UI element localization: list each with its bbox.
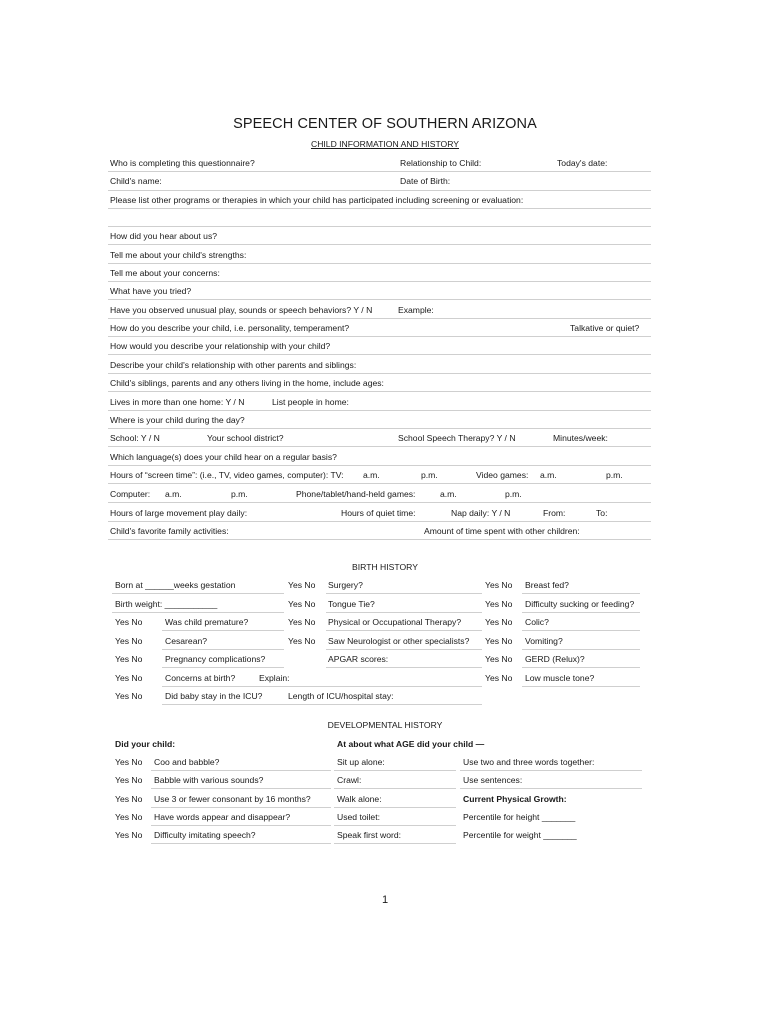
field-line[interactable]	[522, 667, 640, 668]
time-other-children-label: Amount of time spent with other children:	[424, 526, 580, 536]
two-three-words-label: Use two and three words together:	[463, 757, 595, 767]
length-icu-label: Length of ICU/hospital stay:	[288, 691, 394, 701]
relationship-parents-label: Describe your child's relationship with other parents and siblings:	[110, 360, 357, 370]
muscle-tone-yes-no[interactable]: Yes No	[485, 673, 513, 683]
school-district-label: Your school district?	[207, 433, 284, 443]
apgar-label: APGAR scores:	[328, 654, 389, 664]
field-line[interactable]	[108, 171, 651, 172]
explain-label: Explain:	[259, 673, 290, 683]
field-line[interactable]	[522, 593, 640, 594]
example-label: Example:	[398, 305, 434, 315]
premature-yes-no[interactable]: Yes No	[115, 617, 143, 627]
what-age-heading: At about what AGE did your child —	[337, 739, 485, 749]
coo-yes-no[interactable]: Yes No	[115, 757, 143, 767]
breast-fed-yes-no[interactable]: Yes No	[485, 580, 513, 590]
therapy-label: Physical or Occupational Therapy?	[328, 617, 462, 627]
tried-label: What have you tried?	[110, 286, 192, 296]
field-line[interactable]	[108, 410, 651, 411]
field-line[interactable]	[334, 843, 456, 844]
sucking-label: Difficulty sucking or feeding?	[525, 599, 635, 609]
height-percentile-label: Percentile for height _______	[463, 812, 576, 822]
field-line[interactable]	[151, 770, 331, 771]
computer-label: Computer:	[110, 489, 151, 499]
icu-yes-no[interactable]: Yes No	[115, 691, 143, 701]
field-line[interactable]	[108, 281, 651, 282]
neurologist-yes-no[interactable]: Yes No	[288, 636, 316, 646]
field-line[interactable]	[108, 354, 651, 355]
vomiting-label: Vomiting?	[525, 636, 563, 646]
quiet-time-label: Hours of quiet time:	[341, 508, 416, 518]
concerns-label: Tell me about your concerns:	[110, 268, 220, 278]
icu-label: Did baby stay in the ICU?	[165, 691, 263, 701]
therapy-yes-no[interactable]: Yes No	[288, 617, 316, 627]
childs-name-label: Child's name:	[110, 176, 162, 186]
coo-label: Coo and babble?	[154, 757, 220, 767]
field-line[interactable]	[326, 612, 482, 613]
field-line[interactable]	[151, 807, 331, 808]
favorite-activities-label: Child's favorite family activities:	[110, 526, 229, 536]
field-line[interactable]	[162, 686, 482, 687]
vomiting-yes-no[interactable]: Yes No	[485, 636, 513, 646]
field-line[interactable]	[108, 208, 651, 209]
video-games-label: Video games:	[476, 470, 529, 480]
video-am-label: a.m.	[540, 470, 557, 480]
field-line[interactable]	[108, 521, 651, 522]
dob-label: Date of Birth:	[400, 176, 451, 186]
first-word-label: Speak first word:	[337, 830, 401, 840]
field-line[interactable]	[334, 770, 456, 771]
field-line[interactable]	[334, 807, 456, 808]
did-child-heading: Did your child:	[115, 739, 176, 749]
field-line[interactable]	[162, 649, 284, 650]
section-title-developmental-history: DEVELOPMENTAL HISTORY	[327, 720, 443, 730]
page-number: 1	[381, 894, 389, 906]
describe-child-label: How do you describe your child, i.e. personality, temperament?	[110, 323, 350, 333]
consonant-yes-no[interactable]: Yes No	[115, 794, 143, 804]
nap-to-label: To:	[596, 508, 608, 518]
used-toilet-label: Used toilet:	[337, 812, 380, 822]
birth-weight-label: Birth weight: ___________	[115, 599, 218, 609]
computer-am-label: a.m.	[165, 489, 182, 499]
field-line[interactable]	[334, 788, 456, 789]
sentences-label: Use sentences:	[463, 775, 523, 785]
physical-growth-heading: Current Physical Growth:	[463, 794, 567, 804]
field-line[interactable]	[326, 630, 482, 631]
field-line[interactable]	[326, 593, 482, 594]
relationship-label: Relationship to Child:	[400, 158, 482, 168]
colic-label: Colic?	[525, 617, 549, 627]
muscle-tone-label: Low muscle tone?	[525, 673, 595, 683]
nap-from-label: From:	[543, 508, 566, 518]
consonant-label: Use 3 or fewer consonant by 16 months?	[154, 794, 311, 804]
tv-pm-label: p.m.	[421, 470, 438, 480]
weight-percentile-label: Percentile for weight _______	[463, 830, 577, 840]
section-title-birth-history: BIRTH HISTORY	[352, 562, 418, 572]
field-line[interactable]	[522, 612, 640, 613]
talkative-label: Talkative or quiet?	[570, 323, 640, 333]
field-line[interactable]	[522, 686, 640, 687]
phone-games-label: Phone/tablet/hand-held games:	[296, 489, 416, 499]
sit-up-label: Sit up alone:	[337, 757, 385, 767]
imitating-label: Difficulty imitating speech?	[154, 830, 256, 840]
nap-daily-label: Nap daily: Y / N	[451, 508, 511, 518]
field-line[interactable]	[108, 465, 651, 466]
school-label: School: Y / N	[110, 433, 160, 443]
field-line[interactable]	[162, 630, 284, 631]
tongue-tie-label: Tongue Tie?	[328, 599, 375, 609]
field-line[interactable]	[112, 612, 284, 613]
tv-am-label: a.m.	[363, 470, 380, 480]
screen-time-label: Hours of “screen time”: (i.e., TV, video games, computer): TV:	[110, 470, 344, 480]
field-line[interactable]	[108, 190, 651, 191]
field-line[interactable]	[108, 226, 651, 227]
page-title: SPEECH CENTER OF SOUTHERN ARIZONA	[233, 116, 537, 132]
video-pm-label: p.m.	[606, 470, 623, 480]
premature-label: Was child premature?	[165, 617, 249, 627]
surgery-label: Surgery?	[328, 580, 363, 590]
field-line[interactable]	[108, 373, 651, 374]
strengths-label: Tell me about your child's strengths:	[110, 250, 247, 260]
other-programs-label: Please list other programs or therapies in which your child has participated including screening or evaluation:	[110, 195, 524, 205]
field-line[interactable]	[108, 502, 651, 503]
concerns-birth-yes-no[interactable]: Yes No	[115, 673, 143, 683]
field-line[interactable]	[108, 336, 651, 337]
field-line[interactable]	[108, 483, 651, 484]
languages-label: Which language(s) does your child hear on a regular basis?	[110, 452, 337, 462]
list-people-label: List people in home:	[272, 397, 349, 407]
siblings-label: Child's siblings, parents and any others living in the home, include ages:	[110, 378, 384, 388]
where-day-label: Where is your child during the day?	[110, 415, 245, 425]
field-line[interactable]	[108, 299, 651, 300]
field-line[interactable]	[108, 446, 651, 447]
field-line[interactable]	[334, 825, 456, 826]
field-line[interactable]	[460, 788, 642, 789]
phone-am-label: a.m.	[440, 489, 457, 499]
computer-pm-label: p.m.	[231, 489, 248, 499]
field-line[interactable]	[162, 667, 284, 668]
relationship-with-label: How would you describe your relationship with your child?	[110, 341, 331, 351]
field-line[interactable]	[151, 825, 331, 826]
imitating-yes-no[interactable]: Yes No	[115, 830, 143, 840]
field-line[interactable]	[108, 318, 651, 319]
crawl-label: Crawl:	[337, 775, 362, 785]
completing-label: Who is completing this questionnaire?	[110, 158, 255, 168]
walk-alone-label: Walk alone:	[337, 794, 382, 804]
section-title-child-info: CHILD INFORMATION AND HISTORY	[310, 139, 460, 149]
words-disappear-yes-no[interactable]: Yes No	[115, 812, 143, 822]
field-line[interactable]	[326, 649, 482, 650]
pregnancy-yes-no[interactable]: Yes No	[115, 654, 143, 664]
neurologist-label: Saw Neurologist or other specialists?	[328, 636, 470, 646]
minutes-week-label: Minutes/week:	[553, 433, 608, 443]
gerd-label: GERD (Relux)?	[525, 654, 585, 664]
field-line[interactable]	[108, 539, 651, 540]
words-disappear-label: Have words appear and disappear?	[154, 812, 291, 822]
lives-more-label: Lives in more than one home: Y / N	[110, 397, 245, 407]
large-movement-label: Hours of large movement play daily:	[110, 508, 248, 518]
phone-pm-label: p.m.	[505, 489, 522, 499]
babble-label: Babble with various sounds?	[154, 775, 264, 785]
gerd-yes-no[interactable]: Yes No	[485, 654, 513, 664]
field-line[interactable]	[108, 391, 651, 392]
field-line[interactable]	[162, 704, 482, 705]
colic-yes-no[interactable]: Yes No	[485, 617, 513, 627]
hear-about-label: How did you hear about us?	[110, 231, 218, 241]
field-line[interactable]	[112, 593, 284, 594]
sucking-yes-no[interactable]: Yes No	[485, 599, 513, 609]
babble-yes-no[interactable]: Yes No	[115, 775, 143, 785]
field-line[interactable]	[460, 770, 642, 771]
born-at-label: Born at ______weeks gestation	[115, 580, 236, 590]
tongue-tie-yes-no[interactable]: Yes No	[288, 599, 316, 609]
field-line[interactable]	[151, 788, 331, 789]
field-line[interactable]	[151, 843, 331, 844]
pregnancy-label: Pregnancy complications?	[165, 654, 266, 664]
cesarean-label: Cesarean?	[165, 636, 208, 646]
field-line[interactable]	[326, 667, 482, 668]
school-speech-label: School Speech Therapy? Y / N	[398, 433, 516, 443]
unusual-play-label: Have you observed unusual play, sounds or speech behaviors? Y / N	[110, 305, 373, 315]
field-line[interactable]	[522, 630, 640, 631]
field-line[interactable]	[108, 263, 651, 264]
field-line[interactable]	[522, 649, 640, 650]
breast-fed-label: Breast fed?	[525, 580, 569, 590]
concerns-birth-label: Concerns at birth?	[165, 673, 236, 683]
cesarean-yes-no[interactable]: Yes No	[115, 636, 143, 646]
surgery-yes-no[interactable]: Yes No	[288, 580, 316, 590]
field-line[interactable]	[108, 428, 651, 429]
field-line[interactable]	[108, 244, 651, 245]
todays-date-label: Today's date:	[557, 158, 608, 168]
